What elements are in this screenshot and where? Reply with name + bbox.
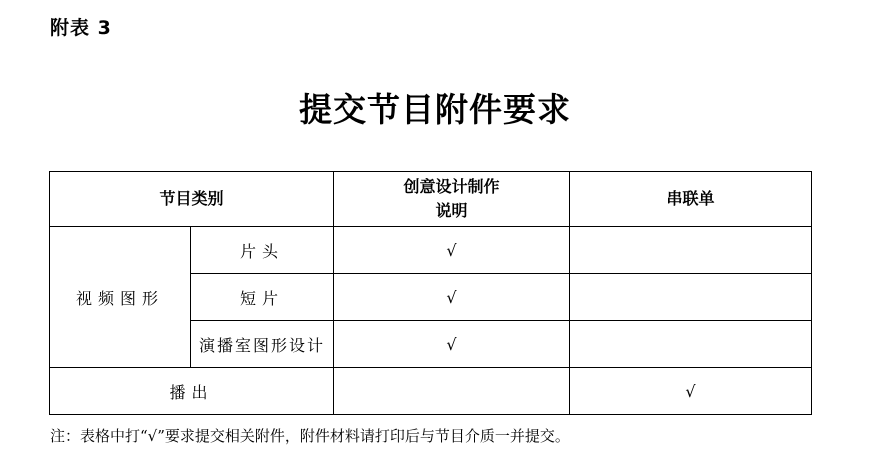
rundown-check bbox=[570, 227, 812, 274]
creative-check: √ bbox=[334, 321, 570, 368]
rundown-check: √ bbox=[570, 368, 812, 415]
rundown-check bbox=[570, 321, 812, 368]
header-category: 节目类别 bbox=[50, 172, 334, 227]
footnote: 注：表格中打“√”要求提交相关附件，附件材料请打印后与节目介质一并提交。 bbox=[50, 427, 570, 445]
appendix-label: 附表 3 bbox=[50, 17, 112, 39]
header-rundown: 串联单 bbox=[570, 172, 812, 227]
header-creative-line1: 创意设计制作 bbox=[403, 177, 500, 196]
item-label: 短片 bbox=[191, 274, 334, 321]
requirements-table bbox=[49, 171, 812, 415]
creative-check: √ bbox=[334, 227, 570, 274]
group-label: 视频图形 bbox=[50, 227, 191, 368]
item-label: 片头 bbox=[191, 227, 334, 274]
table-row bbox=[50, 227, 812, 274]
broadcast-label: 播出 bbox=[50, 368, 334, 415]
item-label: 演播室图形设计 bbox=[191, 321, 334, 368]
header-creative bbox=[334, 172, 570, 227]
page-title: 提交节目附件要求 bbox=[299, 90, 571, 129]
table-row bbox=[50, 368, 812, 415]
creative-check: √ bbox=[334, 274, 570, 321]
creative-check bbox=[334, 368, 570, 415]
table-header-row bbox=[50, 172, 812, 227]
header-creative-line2: 说明 bbox=[435, 201, 468, 220]
rundown-check bbox=[570, 274, 812, 321]
